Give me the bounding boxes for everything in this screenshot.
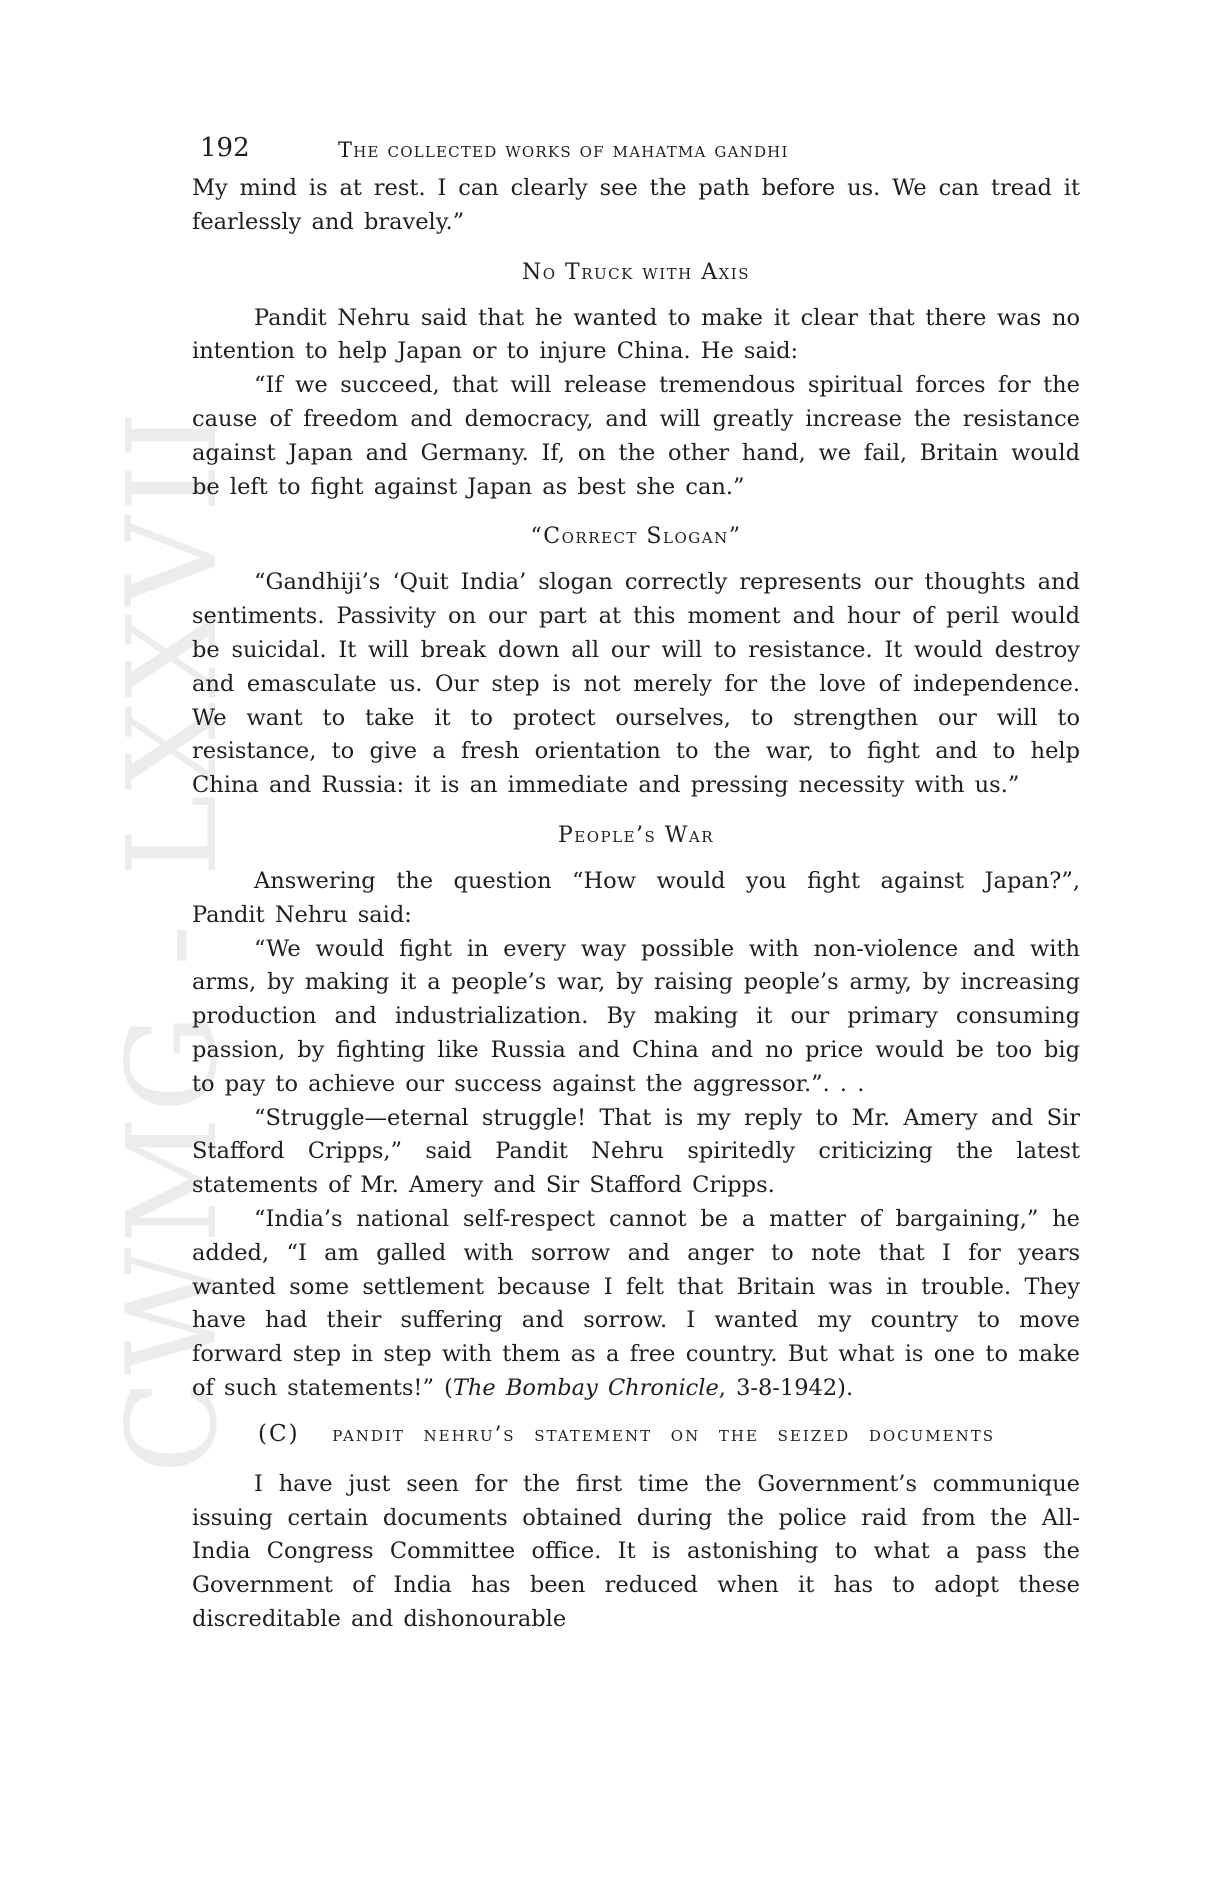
section-heading-c [192, 1416, 1080, 1452]
heading-correct-slogan: “Correct Slogan” [530, 524, 742, 550]
source-title: The Bombay Chronicle [452, 1374, 719, 1401]
page-number: 192 [200, 133, 250, 163]
page-header [192, 128, 1080, 168]
paragraph-2: Pandit Nehru said that he wanted to make it clear that there was no intention to help Japan or to injure China. He said: [192, 304, 1080, 365]
paragraph-1: My mind is at rest. I can clearly see the path before us. We can tread it fearlessly and bravely.” [192, 175, 1080, 235]
paragraph-6: “We would fight in every way possible with non-violence and with arms, by making it a people’s war, by raising people’s army, by increasing production and industrialization. By making it our primary consuming passion, by fighting like Russia and China and no price would be too big to pay to achieve our success against the aggressor.”. . . [192, 935, 1080, 1097]
source-open: ( [444, 1374, 453, 1401]
paragraph-5: Answering the question “How would you fight against Japan?”, Pandit Nehru said: [192, 867, 1080, 928]
section-title: pandit nehru’s statement on the seized documents [332, 1421, 995, 1446]
source-date: , 3-8-1942). [718, 1374, 854, 1401]
document-page [192, 128, 1080, 1637]
heading-peoples-war: People’s War [557, 822, 715, 848]
paragraph-3: “If we succeed, that will release tremendous spiritual forces for the cause of freedom and democracy, and will greatly increase the resistance against Japan and Germany. If, on the other hand, we fail, Britain would be left to fight against Japan as best she can.” [192, 372, 1080, 500]
paragraph-8 [192, 1203, 1080, 1406]
paragraph-8-text: “India’s national self-respect cannot be a matter of bargaining,” he added, “I am galled with sorrow and anger to note that I for years wanted some settlement because I felt that Britain was in trouble. They have had their suffering and sorrow. I wanted my country to move forward step in step with them as a free country. But what is one to make of such statements!” [192, 1205, 1080, 1401]
paragraph-7: “Struggle—eternal struggle! That is my reply to Mr. Amery and Sir Stafford Cripps,” said Pandit Nehru spiritedly criticizing the latest statements of Mr. Amery and Sir Stafford Cripps. [192, 1104, 1080, 1199]
watermark: CWMG - LXXVII [101, 406, 245, 1474]
heading-no-truck-with-axis: No Truck with Axis [521, 259, 750, 285]
paragraph-4: “Gandhiji’s ‘Quit India’ slogan correctly represents our thoughts and sentiments. Passivity on our part at this moment and hour of peril would be suicidal. It will break down all our will to resistance. It would destroy and emasculate us. Our step is not merely for the love of independence. We want to take it to protect ourselves, to strengthen our will to resistance, to give a fresh orientation to the war, to fight and to help China and Russia: it is an immediate and pressing necessity with us.” [192, 569, 1080, 799]
paragraph-9: I have just seen for the first time the Government’s communique issuing certain documents obtained during the police raid from the All-India Congress Committee office. It is astonishing to what a pass the Government of India has been reduced when it has to adopt these discreditable and dishonourable [192, 1470, 1080, 1632]
section-label: (C) [258, 1420, 300, 1447]
running-title: the collected works of mahatma gandhi [338, 138, 789, 162]
